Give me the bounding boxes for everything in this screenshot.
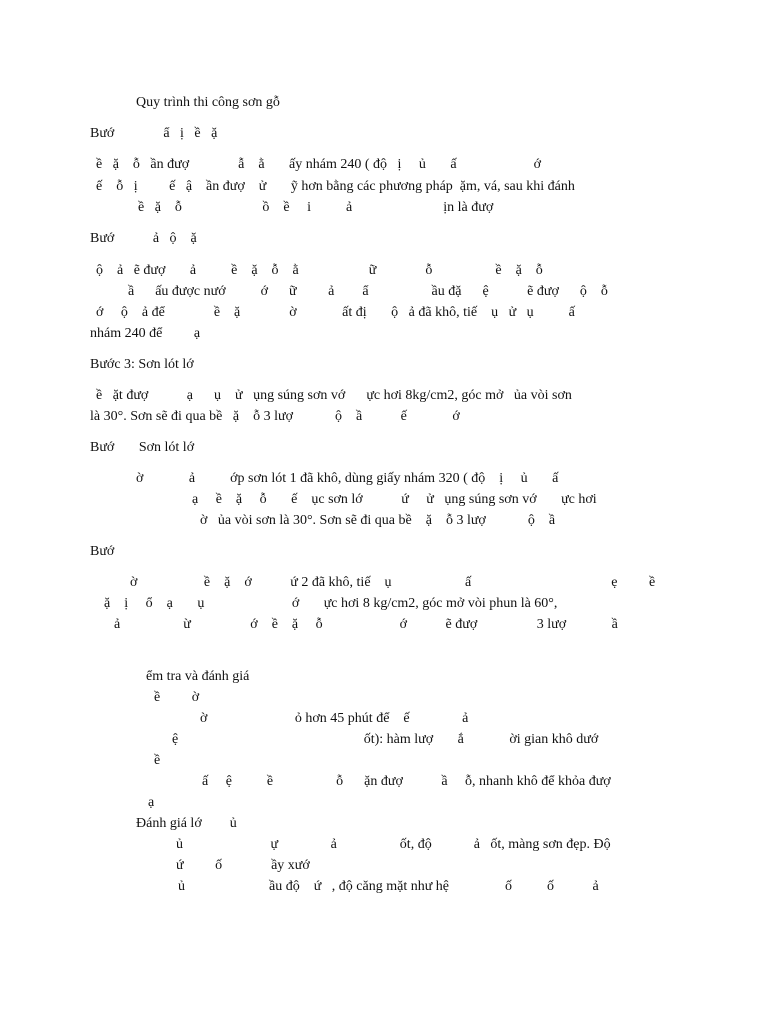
- step3-line: là 30°. Sơn sẽ đi qua bề ặ ỗ 3 lượ ộ ầ ế ớ: [90, 409, 460, 424]
- step6-line: ề: [154, 753, 161, 768]
- step6-line: ủ ự ả ốt, độ ả ốt, màng sơn đẹp. Độ: [176, 837, 611, 852]
- step6-line: ứ ố ầy xướ: [176, 858, 310, 873]
- step5-heading: Bướ: [90, 544, 115, 559]
- step6-line: ạ: [148, 795, 155, 810]
- step4-line: ờ ủa vòi sơn là 30°. Sơn sẽ đi qua bề ặ ỗ 3 lượ ộ ầ: [200, 513, 556, 528]
- step1-line: ề ặ ỗ ồ ề i ả ịn là đượ: [138, 200, 494, 215]
- step2-line: ộ ả ẽ đượ ả ề ặ ỗ ằ ữ ỗ ề ặ ỗ: [96, 263, 543, 278]
- step5-line: ặ ị ổ ạ ụ ớ ực hơi 8 kg/cm2, góc mở vòi phun là 60°,: [104, 596, 558, 611]
- step1-heading: Bướ ẩ ị ề ặ: [90, 126, 218, 141]
- step6-line: Đánh giá lớ ủ: [136, 816, 237, 831]
- step4-heading: Bướ Sơn lót lớ: [90, 440, 195, 455]
- step3-line: ề ặt đượ ạ ụ ử ụng súng sơn vớ ực hơi 8kg/cm2, góc mở ủa vòi sơn: [96, 388, 572, 403]
- step5-line: ả ừ ớ ề ặ ỗ ớ ẽ đượ 3 lượ ầ: [114, 617, 618, 632]
- step1-line: ế ỗ ị ế ậ ần đượ ử ỹ hơn bằng các phương pháp ặm, vá, sau khi đánh: [96, 179, 575, 194]
- step6-heading: ểm tra và đánh giá: [146, 669, 250, 684]
- step2-line: ầ ấu được nướ ớ ữ ả ẩ ầu đặ ệ ẽ đượ ộ ỗ: [128, 284, 608, 299]
- step6-line: ề ờ: [154, 690, 200, 705]
- document-title: Quy trình thi công sơn gỗ: [136, 95, 280, 110]
- step6-line: ờ ỏ hơn 45 phút để ế ả: [200, 711, 469, 726]
- step1-line: ề ặ ỗ ần đượ ẫ ằ ấy nhám 240 ( độ ị ủ ấ ớ: [96, 157, 542, 172]
- step4-line: ờ ả ớp sơn lót 1 đã khô, dùng giấy nhám 320 ( độ ị ủ ấ: [136, 471, 559, 486]
- step2-line: ớ ộ ả để ề ặ ờ ất đị ộ ả đã khô, tiế ụ ử ụ ấ: [96, 305, 575, 320]
- step3-heading: Bước 3: Sơn lót lớ: [90, 357, 194, 372]
- step6-line: ệ ốt): hàm lượ ắ ời gian khô dướ: [172, 732, 599, 747]
- step6-line: ủ ầu độ ứ , độ căng mặt như hệ ố ố ả: [178, 879, 599, 894]
- step6-line: ấ ệ ề ỗ ặn đượ ầ ỗ, nhanh khô để khỏa đượ: [202, 774, 611, 789]
- step2-heading: Bướ ả ộ ặ: [90, 231, 197, 246]
- step2-line: nhám 240 để ạ: [90, 326, 201, 341]
- step5-line: ờ ề ặ ớ ứ 2 đã khô, tiế ụ ấ ẹ ề: [130, 575, 656, 590]
- step4-line: ạ ề ặ ỗ ế ục sơn lớ ứ ử ụng súng sơn vớ ực hơi: [192, 492, 597, 507]
